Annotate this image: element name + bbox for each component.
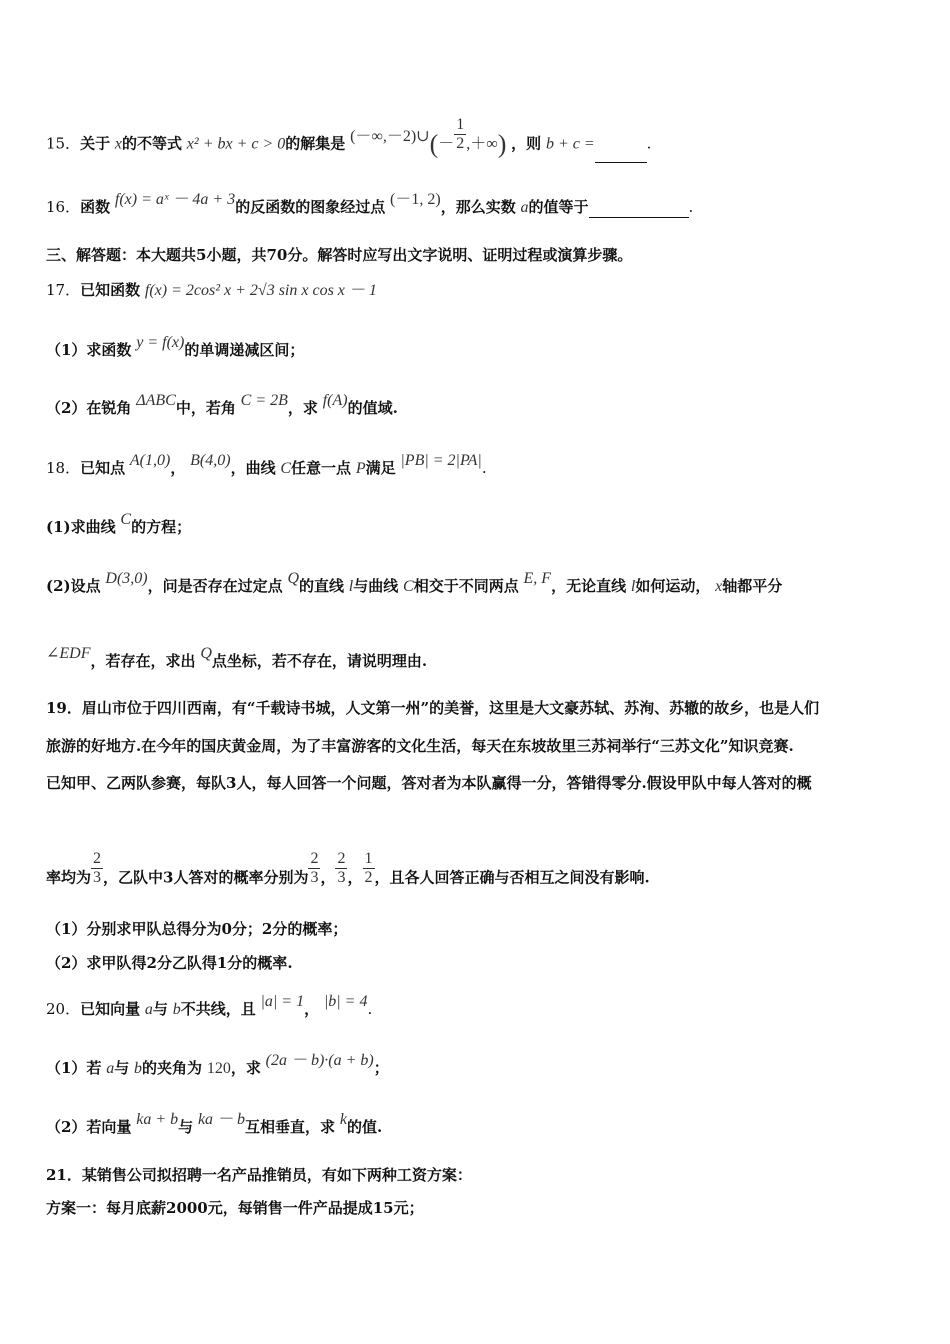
q19-part1: （1）分别求甲队总得分为0分；2分的概率； — [46, 920, 348, 938]
q15-number: 15． — [46, 134, 81, 153]
question-20: 20．已知向量 a与 b不共线，且 |a| = 1， |b| = 4. — [46, 993, 373, 1018]
solution-set-part1: (－∞,－2)∪ — [350, 127, 430, 145]
question-17: 17．已知函数 f(x) = 2cos² x + 2√3 sin x cos x － 1 — [46, 281, 377, 299]
q20-part2: （2）若向量 ka + b与 ka － b互相垂直，求 k的值. — [46, 1111, 383, 1136]
q19-part2: （2）求甲队得2分乙队得1分的概率. — [46, 954, 293, 972]
question-18: 18．已知点 A(1,0)， B(4,0)，曲线 C任意一点 P满足 |PB| = 2|PA|. — [46, 452, 487, 477]
expr-b-plus-c: b + c = — [545, 135, 595, 153]
q18-part1: (1)求曲线 C的方程； — [46, 511, 192, 536]
inequality: x² + bx + c > 0 — [186, 135, 286, 153]
fraction: $\frac{2}{3}$ — [310, 850, 319, 886]
question-15: 15．关于 x的不等式 x² + bx + c > 0的解集是 (－∞,－2)∪(－ $\frac{1}{2}$ ,＋∞) ，则 b + c = . — [46, 126, 651, 163]
function-expr: f(x) = aˣ － 4a + 3 — [114, 191, 236, 208]
q17-part2: （2）在锐角 ΔABC中，若角 C = 2B，求 f(A)的值域. — [46, 392, 398, 417]
q18-part2-cont: ∠EDF，若存在，求出 Q点坐标，若不存在，请说明理由. — [46, 645, 428, 670]
answer-blank-16[interactable] — [589, 217, 689, 218]
q21-line1: 21．某销售公司拟招聘一名产品推销员，有如下两种工资方案： — [46, 1166, 472, 1184]
fraction: $\frac{1}{2}$ — [364, 850, 373, 886]
section-heading: 三、解答题：本大题共5小题，共70分。解答时应写出文字说明、证明过程或演算步骤。 — [46, 246, 633, 264]
q18-part2: (2)设点 D(3,0)，问是否存在过定点 Q的直线 l与曲线 C相交于不同两点 E, F，无论直线 l如何运动， x轴都平分 — [46, 570, 783, 595]
q17-part1: （1）求函数 y = f(x)的单调递减区间； — [46, 334, 305, 359]
fraction: $\frac{2}{3}$ — [93, 850, 102, 886]
answer-blank-15[interactable] — [595, 162, 647, 163]
fraction: $\frac{2}{3}$ — [337, 850, 346, 886]
fraction-one-half: $\frac{1}{2}$ — [456, 116, 465, 152]
question-16: 16．函数 f(x) = aˣ － 4a + 3的反函数的图象经过点 (－1, 2)，那么实数 a的值等于 . — [46, 191, 694, 216]
q21-line2: 方案一：每月底薪2000元，每销售一件产品提成15元； — [46, 1199, 424, 1217]
q19-line4: 率均为 $\frac{2}{3}$ ，乙队中3人答对的概率分别为 $\frac{2}{3}$ ， $\frac{2}{3}$ ， $\frac{1}{2}$ ，且各人回答正确与否相互之间没有影响. — [46, 850, 650, 887]
q19-line1: 19．眉山市位于四川西南，有“千载诗书城，人文第一州”的美誉，这里是大文豪苏轼、苏洵、苏辙的故乡，也是人们 — [46, 699, 820, 717]
q20-part1: （1）若 a与 b的夹角为 120，求 (2a － b)·(a + b)； — [46, 1052, 389, 1077]
q19-line2: 旅游的好地方.在今年的国庆黄金周，为了丰富游客的文化生活，每天在东坡故里三苏祠举行“三苏文化”知识竞赛. — [46, 737, 794, 755]
math-x: x — [114, 135, 122, 153]
q19-line3: 已知甲、乙两队参赛，每队3人，每人回答一个问题，答对者为本队赢得一分，答错得零分.假设甲队中每人答对的概 — [46, 774, 812, 792]
function-expr: f(x) = 2cos² x + 2√3 sin x cos x － 1 — [144, 282, 377, 299]
point: (－1, 2) — [390, 191, 441, 208]
